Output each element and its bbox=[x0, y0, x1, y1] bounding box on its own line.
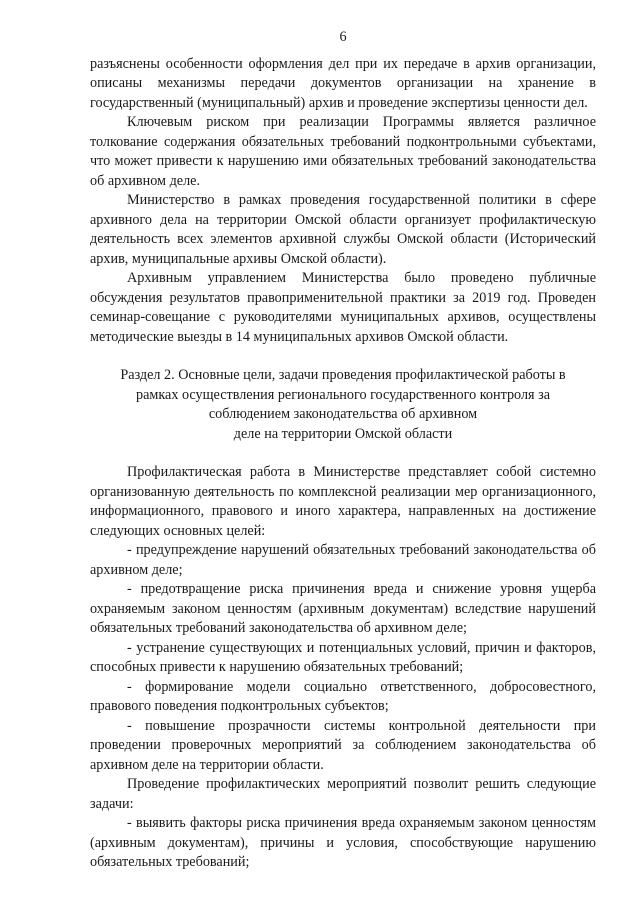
section-heading-line: деле на территории Омской области bbox=[233, 425, 453, 442]
document-page bbox=[90, 28, 596, 873]
goal-item: - предотвращение риска причинения вреда и снижение уровня ущерба охраняемым законом ценностям (архивным документам) вследствие нарушений обязательных требований законодательства об архивном деле; bbox=[90, 581, 596, 636]
section-heading bbox=[90, 366, 596, 444]
section-heading-line: Раздел 2. Основные цели, задачи проведения профилактической работы в bbox=[120, 367, 566, 383]
section-heading-line: рамках осуществления регионального государственного контроля за bbox=[135, 386, 551, 403]
discussions-paragraph: Архивным управлением Министерства было проведено публичные обсуждения результатов правоприменительной практики за 2019 год. Проведен семинар-совещание с руководителями муниципальных архивов, осуществлены методические выезды в 14 муниципальных архивов Омской области. bbox=[90, 270, 596, 345]
task-item: - выявить факторы риска причинения вреда охраняемым законом ценностям (архивным документам), причины и условия, способствующие нарушению обязательных требований; bbox=[90, 815, 596, 870]
continuation-paragraph: разъяснены особенности оформления дел при их передаче в архив организации, описаны механизмы передачи документов организации на хранение в государственный (муниципальный) архив и проведение экспертизы ценности дел. bbox=[90, 55, 596, 111]
section-heading-line: соблюдением законодательства об архивном bbox=[208, 406, 478, 422]
goal-item: - предупреждение нарушений обязательных требований законодательства об архивном деле; bbox=[90, 542, 596, 578]
page-number: 6 bbox=[339, 29, 347, 45]
intro-paragraph: Профилактическая работа в Министерстве представляет собой системно организованную деятельность по комплексной реализации мер организационного, информационного, правового и иного характера, направленных на достижение следующих основных целей: bbox=[90, 464, 596, 539]
goal-item: - формирование модели социально ответственного, добросовестного, правового поведения подконтрольных субъектов; bbox=[90, 678, 596, 714]
goal-item: - повышение прозрачности системы контрольной деятельности при проведении проверочных мероприятий за соблюдением законодательства об архивном деле на территории области. bbox=[90, 717, 596, 773]
risk-paragraph: Ключевым риском при реализации Программы является различное толкование содержания обязательных требований подконтрольными субъектами, что может привести к нарушению ими обязательных требований законодательства об архивном деле. bbox=[90, 114, 596, 189]
tasks-intro-paragraph: Проведение профилактических мероприятий позволит решить следующие задачи: bbox=[90, 776, 596, 812]
ministry-paragraph: Министерство в рамках проведения государственной политики в сфере архивного дела на территории Омской области организует профилактическую деятельность всех элементов архивной службы Омской области (Исторический архив, муниципальные архивы Омской области). bbox=[90, 192, 596, 267]
goal-item: - устранение существующих и потенциальных условий, причин и факторов, способных привести к нарушению обязательных требований; bbox=[90, 639, 596, 675]
